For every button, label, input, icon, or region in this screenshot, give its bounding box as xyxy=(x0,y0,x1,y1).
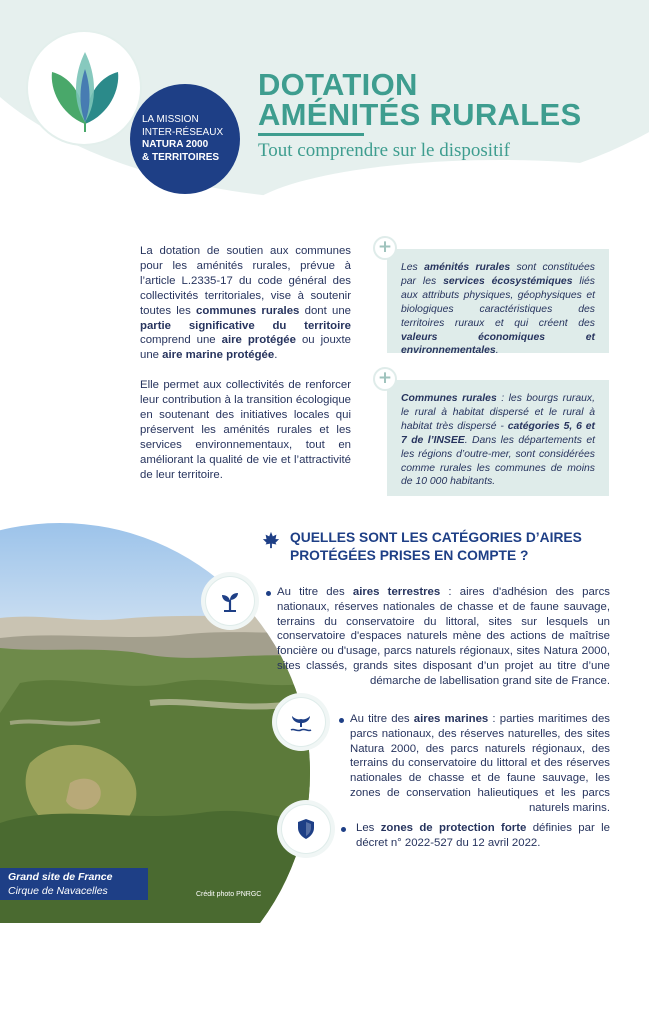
caption-title: Grand site de France xyxy=(8,871,113,883)
item-text-run: Au titre des xyxy=(350,713,414,725)
item-bold-run: aires terrestres xyxy=(352,586,441,598)
section-title-line1: QUELLES SONT LES CATÉGORIES D’AIRES xyxy=(290,530,582,545)
section-title xyxy=(290,529,620,565)
list-item-protection-forte xyxy=(356,821,610,851)
mission-line4: & TERRITOIRES xyxy=(142,151,220,163)
item-text-run: définies par le décret n° 2022-527 du 12 avril 2022. xyxy=(356,822,610,849)
box-bold-run: catégories 5, 6 et 7 de l’INSEE xyxy=(401,420,595,446)
mission-line2: INTER-RÉSEAUX xyxy=(142,126,224,138)
bullet-dot xyxy=(266,591,271,596)
box-bold-run: Communes rurales xyxy=(401,393,497,404)
intro-text xyxy=(140,244,351,497)
item-text-run: : parties maritimes des parcs nationaux, des réserves naturelles, des sites Natura 2000, des parcs naturels régionaux, des terrains du conservatoire du littoral et des réserves nationales de chasse et de faune sauvage, les zones de conservation halieutiques et les parcs naturels marins. xyxy=(350,713,610,814)
page-title xyxy=(258,67,582,132)
definition-box-amenites xyxy=(387,249,609,357)
intro-bold-run: aire marine protégée xyxy=(162,349,275,362)
item-bold-run: zones de protection forte xyxy=(380,822,527,834)
box-text-run: sont constituées par les xyxy=(401,262,596,287)
definition-box-communes xyxy=(387,380,609,496)
photo-credit: Crédit photo PNRGC xyxy=(196,891,262,898)
maple-leaf-icon xyxy=(262,531,280,549)
mission-line3: NATURA 2000 xyxy=(142,139,209,150)
caption-subtitle: Cirque de Navacelles xyxy=(8,885,108,897)
item-text-run: : aires d'adhésion des parcs nationaux, réserves nationales de chasse et de faune sauvage, terrains du conservatoire du littoral, sites sur lesquels un conservatoire d'espaces naturels mène des actions de maîtrise foncière ou d'usage, parcs naturels régionaux, sites Natura 2000, sites classés, grands sites disposant d’un projet au titre d’une démarche de labellisation grand site de France. xyxy=(277,586,610,687)
title-line1: DOTATION xyxy=(258,67,418,102)
plant-icon-badge xyxy=(206,577,254,625)
item-text-run: Les xyxy=(356,822,381,834)
intro-bold-run: partie significative du territoire xyxy=(140,319,351,332)
shield-icon-badge xyxy=(282,805,330,853)
photo-caption xyxy=(0,868,148,900)
mission-line1: LA MISSION xyxy=(142,114,199,125)
intro-paragraph-2: Elle permet aux collectivités de renforcer leur contribution à la transition écologique en soutenant des initiatives locales qui préservent les aménités rurales et les services environnementaux, tout en améliorant la qualité de vie et l’attractivité de leur territoire. xyxy=(140,379,351,481)
box-text-run: Les xyxy=(401,262,425,273)
section-title-line2: PROTÉGÉES PRISES EN COMPTE ? xyxy=(290,548,529,563)
box-text-run: : les bourgs ruraux, le rural à habitat dispersé et le rural à habitat très dispersé - xyxy=(401,393,595,432)
mission-badge xyxy=(130,84,240,194)
plus-icon: + xyxy=(373,367,397,391)
intro-bold-run: aire protégée xyxy=(221,334,296,347)
intro-paragraph-1 xyxy=(140,244,351,363)
shield-icon xyxy=(294,817,318,841)
intro-text-run: ou jouxte une xyxy=(140,334,351,362)
landscape-photo xyxy=(0,523,310,1023)
plus-icon: + xyxy=(373,236,397,260)
item-text-run: Au titre des xyxy=(277,586,353,598)
title-line2: AMÉNITÉS RURALES xyxy=(258,97,582,132)
intro-text-run: comprend une xyxy=(140,334,222,347)
bullet-dot xyxy=(341,827,346,832)
box-bold-run: valeurs économiques et environnementales xyxy=(401,331,595,357)
box-text-run: liés aux attributs physiques, géophysiques et biologiques caractéristiques des territoires ruraux et qui créent des xyxy=(401,275,595,329)
box-text-run: . Dans les départements et les régions d’outre-mer, sont considérées comme rurales les communes de moins de 10 000 habitants. xyxy=(401,434,595,488)
intro-text-run: . xyxy=(274,349,278,362)
list-item-marines xyxy=(350,712,610,816)
bullet-dot xyxy=(339,718,344,723)
box-bold-run: aménités rurales xyxy=(424,262,511,273)
whale-tail-icon xyxy=(289,710,313,734)
navacelles-illustration xyxy=(0,523,310,923)
leaves-logo-icon xyxy=(40,44,130,134)
title-underline xyxy=(258,133,364,136)
intro-bold-run: communes rurales xyxy=(196,304,300,317)
box-text-run: . xyxy=(495,345,499,357)
box-bold-run: services écosystémiques xyxy=(443,275,573,287)
whale-tail-icon-badge xyxy=(277,698,325,746)
list-item-terrestres xyxy=(277,585,610,689)
intro-text-run: La dotation de soutien aux communes pour les aménités rurales, prévue à l’article L.2335-17 du code général des collectivités territoriales, vise à soutenir toutes les xyxy=(140,245,351,317)
page-subtitle: Tout comprendre sur le dispositif xyxy=(258,140,510,161)
plant-icon xyxy=(218,589,242,613)
intro-text-run: dont une xyxy=(299,304,352,317)
item-bold-run: aires marines xyxy=(413,713,489,725)
